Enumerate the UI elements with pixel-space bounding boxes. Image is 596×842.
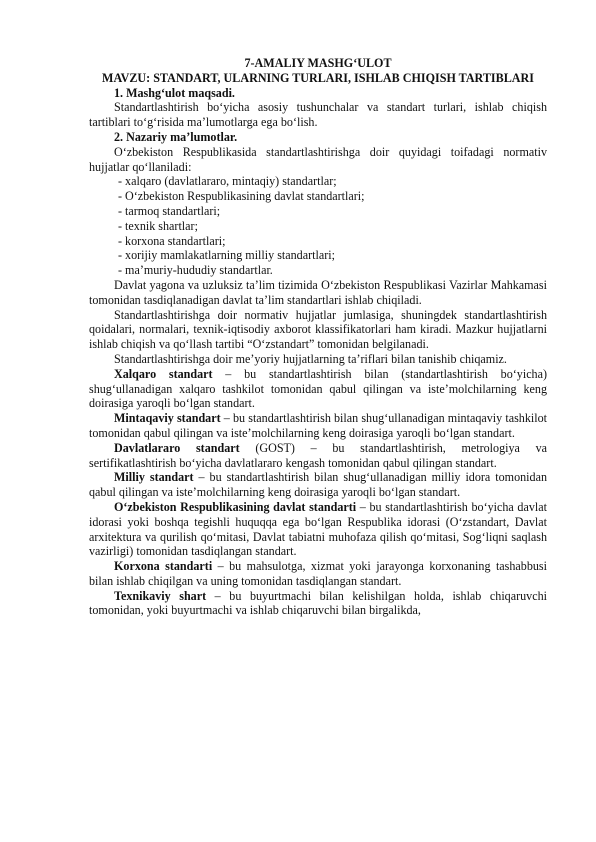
definition-term: Korxona standarti bbox=[114, 559, 213, 574]
definition-national bbox=[89, 470, 547, 500]
section-text-goal: Standartlashtirish bo‘yicha asosiy tushunchalar va standart turlari, ishlab chiqish tartiblari to‘g‘risida ma’lumotlarga ega bo‘lish. bbox=[89, 100, 547, 130]
list-item: - ma’muriy-hududiy standartlar. bbox=[118, 263, 273, 278]
definition-text: – bu standartlashtirish bilan shug‘ullanadigan mintaqaviy tashkilot tomonidan qabul qilingan va iste’molchilarning keng doirasiga yaroqli bo‘lgan standart. bbox=[89, 411, 548, 440]
definition-text: – bu standartlashtirish bilan (standartlashtirish bo‘yicha) shug‘ullanadigan xalqaro tashkilot tomonidan qabul qilingan va iste’molchilarning keng doirasiga yaroqli bo‘lgan standart. bbox=[89, 366, 548, 411]
paragraph-definitions-intro: Standartlashtirishga doir me’yoriy hujjatlarning ta’riflari bilan tanishib chiqamiz. bbox=[114, 351, 507, 366]
definition-international bbox=[89, 367, 547, 411]
paragraph-education-standards: Davlat yagona va uzluksiz ta’lim tizimida O‘zbekiston Respublikasi Vazirlar Mahkamasi tomonidan tasdiqlanadigan davlat ta’lim standartlari ishlab chiqiladi. bbox=[89, 277, 547, 307]
document-page bbox=[89, 56, 547, 618]
definition-enterprise bbox=[89, 559, 547, 589]
definition-text: – bu standartlashtirish bilan shug‘ullanadigan milliy idora tomonidan qabul qilingan va iste’molchilarning keng doirasiga yaroqli bo‘lgan standart. bbox=[89, 470, 547, 500]
definition-uzbekistan-state bbox=[89, 500, 547, 559]
definition-term: Texnikaviy shart bbox=[114, 588, 207, 603]
list-item: - korxona standartlari; bbox=[118, 233, 226, 248]
definition-term: Davlatlararo standart bbox=[114, 440, 240, 455]
definition-text: – bu mahsulotga, xizmat yoki jarayonga korxonaning tashabbusi bilan ishlab chiqilgan va uning tomonidan tasdiqlangan standart. bbox=[89, 559, 548, 588]
definition-text: – bu buyurtmachi bilan kelishilgan holda, ishlab chiqaruvchi tomonidan, yoki buyurtmachi va ishlab chiqaruvchi bilan birgalikda, bbox=[89, 588, 547, 618]
paragraph-normative-documents: Standartlashtirishga doir normativ hujjatlar jumlasiga, shuningdek standartlashtirish qoidalari, normalari, texnik-iqtisodiy axborot klassifikatorlari ham kiradi. Mazkur hujjatlarni ishlab chiqish va qo‘llash tartibi “O‘zstandart” tomonidan belgilanadi. bbox=[89, 307, 547, 352]
section-heading-goal: 1. Mashg‘ulot maqsadi. bbox=[114, 85, 235, 100]
definition-term: O‘zbekiston Respublikasining davlat standarti bbox=[114, 499, 357, 514]
list-item: - O‘zbekiston Respublikasining davlat standartlari; bbox=[118, 189, 365, 204]
document-types-list bbox=[89, 174, 547, 278]
definition-interstate bbox=[89, 441, 547, 471]
definition-text: (GOST) – bu standartlashtirish, metrologiya va sertifikatlashtirish bo‘yicha davlatlararo kengash tomonidan qabul qilingan standart. bbox=[89, 440, 547, 470]
section-text-intro: O‘zbekiston Respublikasida standartlashtirishga doir quyidagi toifadagi normativ hujjatlar qo‘llaniladi: bbox=[89, 144, 547, 174]
topic-title: MAVZU: STANDART, ULARNING TURLARI, ISHLAB CHIQISH TARTIBLARI bbox=[102, 70, 534, 85]
page-title: 7-AMALIY MASHG‘ULOT bbox=[244, 56, 392, 70]
list-item: - xorijiy mamlakatlarning milliy standartlari; bbox=[118, 248, 335, 263]
definition-regional bbox=[89, 411, 547, 441]
definition-text: – bu standartlashtirish bo‘yicha davlat idorasi yoki boshqa tegishli huquqqa ega bo‘lgan Respublika idorasi (O‘zstandart, Davlat arxitektura va qurilish qo‘mitasi, Davlat tabiatni muhofaza qilish qo‘mitasi, Sog‘liqni saqlash vazirligi) tomonidan tasdiqlangan standart. bbox=[89, 499, 547, 559]
definition-technical-conditions bbox=[89, 589, 547, 619]
definition-term: Mintaqaviy standart bbox=[114, 411, 221, 426]
list-item: - texnik shartlar; bbox=[118, 218, 198, 233]
definition-term: Milliy standart bbox=[114, 470, 194, 485]
list-item: - xalqaro (davlatlararo, mintaqiy) standartlar; bbox=[118, 174, 337, 189]
definition-term: Xalqaro standart bbox=[114, 366, 213, 381]
list-item: - tarmoq standartlari; bbox=[118, 203, 221, 218]
section-heading-theory: 2. Nazariy ma’lumotlar. bbox=[114, 129, 238, 144]
